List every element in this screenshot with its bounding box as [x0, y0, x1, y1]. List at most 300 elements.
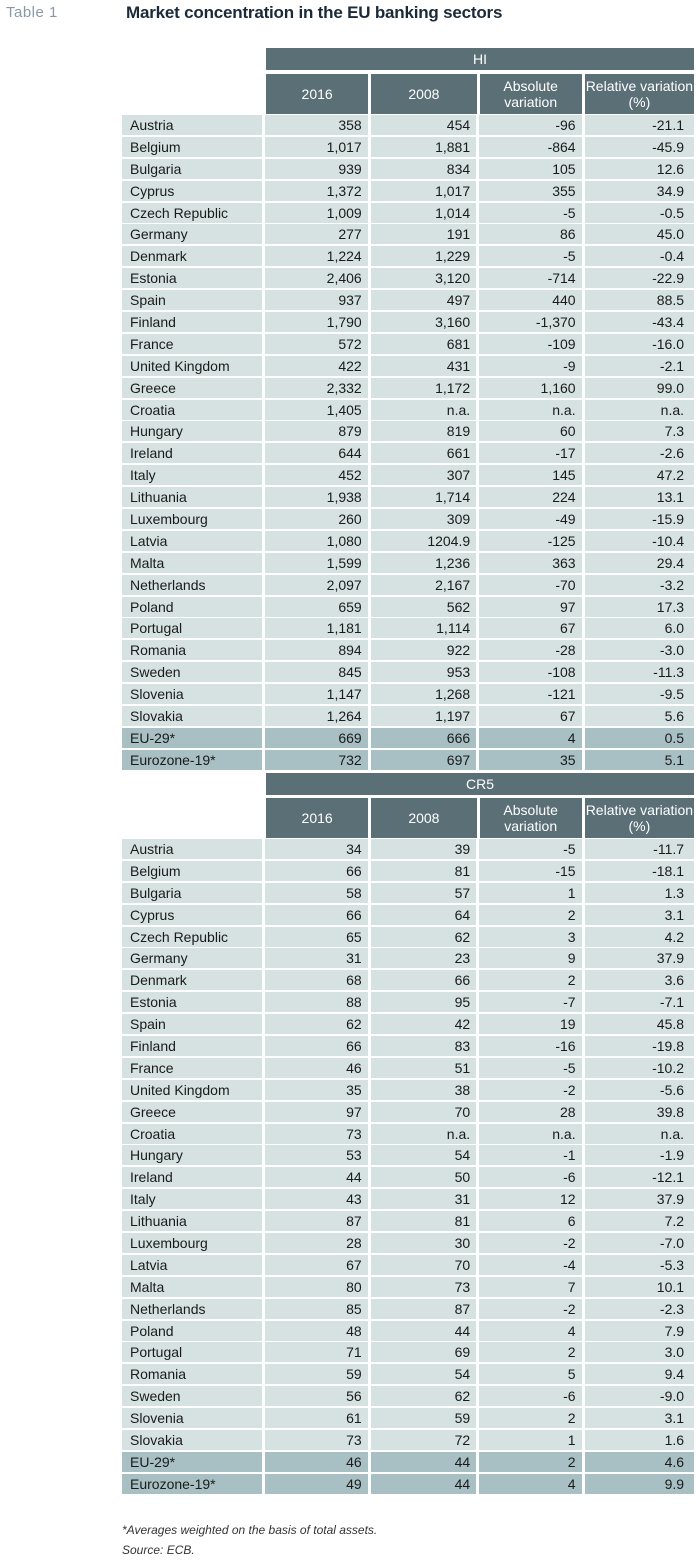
absolute-variation-cell: -16 [479, 1036, 581, 1056]
absolute-variation-cell: -70 [479, 575, 581, 595]
absolute-variation-cell: 1,160 [479, 378, 581, 398]
relative-variation-cell: 7.3 [585, 421, 694, 441]
absolute-variation-cell: 440 [479, 290, 581, 310]
country-cell: Austria [122, 115, 262, 135]
col-header-relative-variation: Relative variation (%) [585, 798, 694, 838]
table-body-cr5 [122, 839, 694, 1496]
value-2008-cell: 697 [371, 750, 476, 770]
table-row [122, 1299, 694, 1319]
value-2008-cell: 666 [371, 728, 476, 748]
value-2008-cell: 309 [371, 509, 476, 529]
table-row [122, 1255, 694, 1275]
value-2016-cell: 879 [265, 421, 367, 441]
value-2016-cell: 422 [265, 356, 367, 376]
absolute-variation-cell: -5 [479, 1058, 581, 1078]
table-row [122, 992, 694, 1012]
value-2008-cell: 1,114 [371, 618, 476, 638]
value-2016-cell: 48 [265, 1321, 367, 1341]
value-2016-cell: 1,599 [265, 553, 367, 573]
value-2008-cell: 1,236 [371, 553, 476, 573]
relative-variation-cell: 5.1 [585, 750, 694, 770]
value-2016-cell: 1,147 [265, 684, 367, 704]
value-2016-cell: 71 [265, 1342, 367, 1362]
absolute-variation-cell: 97 [479, 597, 581, 617]
table-row [122, 378, 694, 398]
absolute-variation-cell: 6 [479, 1211, 581, 1231]
absolute-variation-cell: 4 [479, 1474, 581, 1494]
table-row [122, 927, 694, 947]
country-cell: EU-29* [122, 728, 262, 748]
aggregate-row [122, 750, 694, 770]
country-cell: Romania [122, 640, 262, 660]
col-header-2008: 2008 [371, 798, 476, 838]
relative-variation-cell: -7.0 [585, 1233, 694, 1253]
absolute-variation-cell: -6 [479, 1167, 581, 1187]
absolute-variation-cell: 4 [479, 1321, 581, 1341]
absolute-variation-cell: -17 [479, 443, 581, 463]
value-2008-cell: 57 [371, 883, 476, 903]
value-2008-cell: 819 [371, 421, 476, 441]
country-cell: Slovenia [122, 1408, 262, 1428]
value-2008-cell: 1,017 [371, 181, 476, 201]
relative-variation-cell: -7.1 [585, 992, 694, 1012]
value-2016-cell: 2,406 [265, 268, 367, 288]
value-2008-cell: 87 [371, 1299, 476, 1319]
value-2008-cell: 72 [371, 1430, 476, 1450]
relative-variation-cell: 10.1 [585, 1277, 694, 1297]
footnote: *Averages weighted on the basis of total assets. [122, 1523, 378, 1537]
absolute-variation-cell: -109 [479, 334, 581, 354]
table-row [122, 1211, 694, 1231]
value-2008-cell: 66 [371, 970, 476, 990]
table-label: Table 1 [6, 4, 58, 21]
table-row [122, 400, 694, 420]
country-cell: Estonia [122, 992, 262, 1012]
value-2016-cell: 2,332 [265, 378, 367, 398]
country-cell: Ireland [122, 1167, 262, 1187]
absolute-variation-cell: 7 [479, 1277, 581, 1297]
table-row [122, 1364, 694, 1384]
value-2008-cell: 834 [371, 159, 476, 179]
value-2008-cell: 42 [371, 1014, 476, 1034]
value-2016-cell: 358 [265, 115, 367, 135]
country-cell: Bulgaria [122, 883, 262, 903]
absolute-variation-cell: -864 [479, 137, 581, 157]
absolute-variation-cell: 28 [479, 1102, 581, 1122]
country-cell: Spain [122, 1014, 262, 1034]
country-cell: Ireland [122, 443, 262, 463]
value-2008-cell: 23 [371, 948, 476, 968]
relative-variation-cell: -2.6 [585, 443, 694, 463]
source-note: Source: ECB. [122, 1543, 195, 1557]
relative-variation-cell: -22.9 [585, 268, 694, 288]
country-cell: Croatia [122, 1124, 262, 1144]
country-cell: Eurozone-19* [122, 750, 262, 770]
table-row [122, 246, 694, 266]
table-row [122, 1167, 694, 1187]
country-cell: Lithuania [122, 1211, 262, 1231]
value-2016-cell: 56 [265, 1386, 367, 1406]
value-2016-cell: 2,097 [265, 575, 367, 595]
relative-variation-cell: 3.1 [585, 1408, 694, 1428]
value-2008-cell: 30 [371, 1233, 476, 1253]
relative-variation-cell: -0.5 [585, 203, 694, 223]
value-2008-cell: n.a. [371, 1124, 476, 1144]
value-2008-cell: 562 [371, 597, 476, 617]
value-2016-cell: 67 [265, 1255, 367, 1275]
absolute-variation-cell: 4 [479, 728, 581, 748]
value-2008-cell: 431 [371, 356, 476, 376]
country-cell: Slovakia [122, 706, 262, 726]
value-2008-cell: 70 [371, 1255, 476, 1275]
absolute-variation-cell: 60 [479, 421, 581, 441]
country-cell: Italy [122, 465, 262, 485]
country-cell: Poland [122, 1321, 262, 1341]
table-row [122, 268, 694, 288]
absolute-variation-cell: -714 [479, 268, 581, 288]
relative-variation-cell: -1.9 [585, 1145, 694, 1165]
country-cell: Slovakia [122, 1430, 262, 1450]
relative-variation-cell: -19.8 [585, 1036, 694, 1056]
table-row [122, 1233, 694, 1253]
value-2008-cell: 953 [371, 662, 476, 682]
absolute-variation-cell: 35 [479, 750, 581, 770]
table-row [122, 203, 694, 223]
table-row [122, 1080, 694, 1100]
value-2016-cell: 73 [265, 1124, 367, 1144]
relative-variation-cell: -45.9 [585, 137, 694, 157]
value-2016-cell: 939 [265, 159, 367, 179]
relative-variation-cell: -5.6 [585, 1080, 694, 1100]
country-cell: Italy [122, 1189, 262, 1209]
absolute-variation-cell: -108 [479, 662, 581, 682]
table-row [122, 553, 694, 573]
value-2008-cell: 44 [371, 1321, 476, 1341]
absolute-variation-cell: -15 [479, 861, 581, 881]
table-row [122, 137, 694, 157]
value-2008-cell: 38 [371, 1080, 476, 1100]
relative-variation-cell: 9.9 [585, 1474, 694, 1494]
country-cell: Hungary [122, 1145, 262, 1165]
country-cell: Sweden [122, 662, 262, 682]
relative-variation-cell: 3.1 [585, 905, 694, 925]
country-cell: Austria [122, 839, 262, 859]
country-cell: United Kingdom [122, 1080, 262, 1100]
table-row [122, 1277, 694, 1297]
absolute-variation-cell: 145 [479, 465, 581, 485]
value-2016-cell: 277 [265, 224, 367, 244]
country-cell: Hungary [122, 421, 262, 441]
value-2008-cell: 81 [371, 1211, 476, 1231]
relative-variation-cell: 3.6 [585, 970, 694, 990]
table-row [122, 948, 694, 968]
table-heading [6, 2, 696, 24]
value-2016-cell: 58 [265, 883, 367, 903]
absolute-variation-cell: -125 [479, 531, 581, 551]
value-2016-cell: 59 [265, 1364, 367, 1384]
absolute-variation-cell: 67 [479, 706, 581, 726]
absolute-variation-cell: -49 [479, 509, 581, 529]
table-row [122, 1014, 694, 1034]
absolute-variation-cell: 67 [479, 618, 581, 638]
table-row [122, 531, 694, 551]
value-2008-cell: 922 [371, 640, 476, 660]
value-2008-cell: 59 [371, 1408, 476, 1428]
relative-variation-cell: -16.0 [585, 334, 694, 354]
country-cell: Luxembourg [122, 1233, 262, 1253]
table-row [122, 1408, 694, 1428]
table-row [122, 618, 694, 638]
value-2016-cell: 1,224 [265, 246, 367, 266]
table-row [122, 597, 694, 617]
table-row [122, 1124, 694, 1144]
table-row [122, 662, 694, 682]
aggregate-row [122, 728, 694, 748]
value-2008-cell: 51 [371, 1058, 476, 1078]
value-2016-cell: 659 [265, 597, 367, 617]
absolute-variation-cell: 86 [479, 224, 581, 244]
relative-variation-cell: 45.0 [585, 224, 694, 244]
relative-variation-cell: 7.2 [585, 1211, 694, 1231]
country-cell: Germany [122, 948, 262, 968]
value-2016-cell: 44 [265, 1167, 367, 1187]
country-cell: Bulgaria [122, 159, 262, 179]
value-2008-cell: 39 [371, 839, 476, 859]
relative-variation-cell: 29.4 [585, 553, 694, 573]
country-cell: Germany [122, 224, 262, 244]
table-row [122, 839, 694, 859]
table-row [122, 905, 694, 925]
absolute-variation-cell: -2 [479, 1080, 581, 1100]
value-2008-cell: 54 [371, 1145, 476, 1165]
value-2008-cell: 81 [371, 861, 476, 881]
country-cell: France [122, 1058, 262, 1078]
value-2008-cell: 1,881 [371, 137, 476, 157]
country-cell: Belgium [122, 137, 262, 157]
country-cell: Denmark [122, 970, 262, 990]
value-2016-cell: 49 [265, 1474, 367, 1494]
country-cell: Netherlands [122, 1299, 262, 1319]
relative-variation-cell: 45.8 [585, 1014, 694, 1034]
relative-variation-cell: 37.9 [585, 948, 694, 968]
absolute-variation-cell: -5 [479, 203, 581, 223]
value-2008-cell: n.a. [371, 400, 476, 420]
value-2016-cell: 66 [265, 1036, 367, 1056]
table-row [122, 883, 694, 903]
value-2008-cell: 2,167 [371, 575, 476, 595]
absolute-variation-cell: -9 [479, 356, 581, 376]
value-2008-cell: 1,197 [371, 706, 476, 726]
country-cell: Portugal [122, 1342, 262, 1362]
relative-variation-cell: -10.4 [585, 531, 694, 551]
relative-variation-cell: 7.9 [585, 1321, 694, 1341]
value-2008-cell: 3,160 [371, 312, 476, 332]
value-2008-cell: 83 [371, 1036, 476, 1056]
country-cell: Malta [122, 1277, 262, 1297]
absolute-variation-cell: 1 [479, 883, 581, 903]
value-2016-cell: 65 [265, 927, 367, 947]
value-2008-cell: 31 [371, 1189, 476, 1209]
table-row [122, 224, 694, 244]
absolute-variation-cell: n.a. [479, 400, 581, 420]
relative-variation-cell: 12.6 [585, 159, 694, 179]
relative-variation-cell: -18.1 [585, 861, 694, 881]
value-2008-cell: 44 [371, 1452, 476, 1472]
absolute-variation-cell: -96 [479, 115, 581, 135]
absolute-variation-cell: -121 [479, 684, 581, 704]
value-2008-cell: 62 [371, 1386, 476, 1406]
absolute-variation-cell: 12 [479, 1189, 581, 1209]
absolute-variation-cell: -2 [479, 1233, 581, 1253]
table-row [122, 443, 694, 463]
country-cell: Latvia [122, 531, 262, 551]
value-2016-cell: 97 [265, 1102, 367, 1122]
relative-variation-cell: 17.3 [585, 597, 694, 617]
value-2016-cell: 1,009 [265, 203, 367, 223]
table-row [122, 1386, 694, 1406]
col-header-absolute-variation: Absolute variation [480, 798, 582, 838]
relative-variation-cell: 3.0 [585, 1342, 694, 1362]
absolute-variation-cell: 105 [479, 159, 581, 179]
section-band-hi: HI [266, 48, 694, 70]
country-cell: Czech Republic [122, 203, 262, 223]
column-header-row-cr5 [266, 798, 694, 838]
table-row [122, 861, 694, 881]
absolute-variation-cell: 2 [479, 1452, 581, 1472]
relative-variation-cell: -5.3 [585, 1255, 694, 1275]
relative-variation-cell: 4.6 [585, 1452, 694, 1472]
value-2008-cell: 307 [371, 465, 476, 485]
relative-variation-cell: 1.3 [585, 883, 694, 903]
country-cell: Netherlands [122, 575, 262, 595]
country-cell: Estonia [122, 268, 262, 288]
value-2016-cell: 87 [265, 1211, 367, 1231]
relative-variation-cell: -3.0 [585, 640, 694, 660]
relative-variation-cell: 39.8 [585, 1102, 694, 1122]
country-cell: Romania [122, 1364, 262, 1384]
country-cell: Spain [122, 290, 262, 310]
absolute-variation-cell: 1 [479, 1430, 581, 1450]
value-2008-cell: 73 [371, 1277, 476, 1297]
table-title: Market concentration in the EU banking sectors [126, 3, 503, 22]
relative-variation-cell: -12.1 [585, 1167, 694, 1187]
absolute-variation-cell: -2 [479, 1299, 581, 1319]
value-2008-cell: 44 [371, 1474, 476, 1494]
relative-variation-cell: 47.2 [585, 465, 694, 485]
value-2016-cell: 53 [265, 1145, 367, 1165]
relative-variation-cell: -2.3 [585, 1299, 694, 1319]
value-2008-cell: 1204.9 [371, 531, 476, 551]
table-row [122, 356, 694, 376]
value-2016-cell: 1,938 [265, 487, 367, 507]
value-2016-cell: 937 [265, 290, 367, 310]
relative-variation-cell: -21.1 [585, 115, 694, 135]
absolute-variation-cell: n.a. [479, 1124, 581, 1144]
value-2008-cell: 1,014 [371, 203, 476, 223]
value-2016-cell: 35 [265, 1080, 367, 1100]
country-cell: Poland [122, 597, 262, 617]
value-2016-cell: 61 [265, 1408, 367, 1428]
section-band-cr5: CR5 [266, 773, 694, 795]
country-cell: Denmark [122, 246, 262, 266]
absolute-variation-cell: 224 [479, 487, 581, 507]
country-cell: Belgium [122, 861, 262, 881]
absolute-variation-cell: -1 [479, 1145, 581, 1165]
relative-variation-cell: 13.1 [585, 487, 694, 507]
table-row [122, 575, 694, 595]
country-cell: United Kingdom [122, 356, 262, 376]
value-2016-cell: 80 [265, 1277, 367, 1297]
relative-variation-cell: -3.2 [585, 575, 694, 595]
absolute-variation-cell: 9 [479, 948, 581, 968]
value-2008-cell: 64 [371, 905, 476, 925]
table-row [122, 640, 694, 660]
absolute-variation-cell: -28 [479, 640, 581, 660]
col-header-2016: 2016 [266, 74, 368, 114]
table-row [122, 1189, 694, 1209]
value-2016-cell: 88 [265, 992, 367, 1012]
value-2016-cell: 732 [265, 750, 367, 770]
relative-variation-cell: -10.2 [585, 1058, 694, 1078]
country-cell: EU-29* [122, 1452, 262, 1472]
absolute-variation-cell: 2 [479, 970, 581, 990]
country-cell: Eurozone-19* [122, 1474, 262, 1494]
value-2016-cell: 1,181 [265, 618, 367, 638]
country-cell: Slovenia [122, 684, 262, 704]
absolute-variation-cell: -5 [479, 246, 581, 266]
value-2008-cell: 70 [371, 1102, 476, 1122]
relative-variation-cell: 1.6 [585, 1430, 694, 1450]
value-2016-cell: 62 [265, 1014, 367, 1034]
relative-variation-cell: 4.2 [585, 927, 694, 947]
country-cell: Luxembourg [122, 509, 262, 529]
table-row [122, 706, 694, 726]
relative-variation-cell: -43.4 [585, 312, 694, 332]
relative-variation-cell: 99.0 [585, 378, 694, 398]
col-header-2008: 2008 [371, 74, 476, 114]
value-2016-cell: 644 [265, 443, 367, 463]
value-2008-cell: 661 [371, 443, 476, 463]
country-cell: Portugal [122, 618, 262, 638]
relative-variation-cell: 9.4 [585, 1364, 694, 1384]
value-2016-cell: 68 [265, 970, 367, 990]
relative-variation-cell: -9.5 [585, 684, 694, 704]
table-row [122, 1145, 694, 1165]
col-header-relative-variation: Relative variation (%) [585, 74, 694, 114]
value-2008-cell: 62 [371, 927, 476, 947]
value-2016-cell: 46 [265, 1452, 367, 1472]
relative-variation-cell: -2.1 [585, 356, 694, 376]
value-2016-cell: 1,790 [265, 312, 367, 332]
table-row [122, 421, 694, 441]
value-2008-cell: 50 [371, 1167, 476, 1187]
value-2016-cell: 1,264 [265, 706, 367, 726]
table-row [122, 509, 694, 529]
table-row [122, 159, 694, 179]
table-row [122, 312, 694, 332]
absolute-variation-cell: -7 [479, 992, 581, 1012]
value-2016-cell: 1,372 [265, 181, 367, 201]
value-2016-cell: 66 [265, 905, 367, 925]
relative-variation-cell: 34.9 [585, 181, 694, 201]
value-2016-cell: 43 [265, 1189, 367, 1209]
country-cell: Cyprus [122, 181, 262, 201]
relative-variation-cell: -11.7 [585, 839, 694, 859]
value-2008-cell: 95 [371, 992, 476, 1012]
value-2008-cell: 3,120 [371, 268, 476, 288]
relative-variation-cell: 37.9 [585, 1189, 694, 1209]
value-2016-cell: 66 [265, 861, 367, 881]
